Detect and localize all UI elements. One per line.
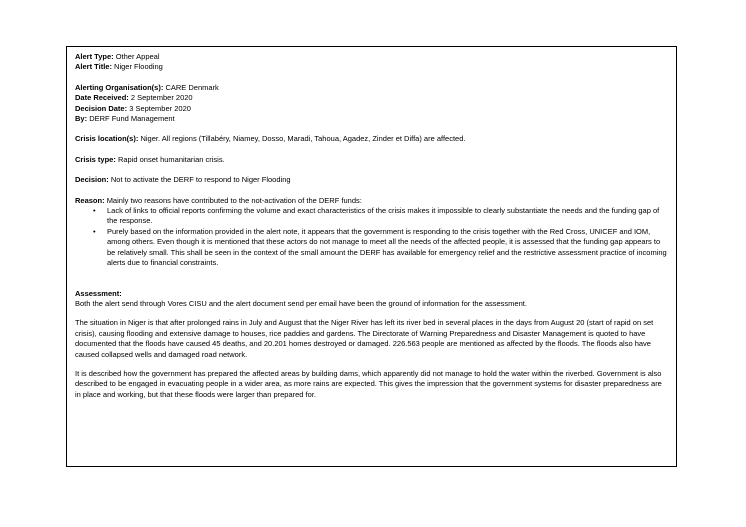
decision-date-line xyxy=(75,104,668,114)
crisis-type-line xyxy=(75,155,668,165)
alert-type-label: Alert Type: xyxy=(75,52,114,61)
alert-type-value: Other Appeal xyxy=(115,52,160,61)
decision-date-value: 3 September 2020 xyxy=(129,103,191,113)
assessment-paragraph: Both the alert send through Vores CISU and the alert document send per email have been the ground of information for the assessment. xyxy=(75,298,527,308)
crisis-location-label: Crisis location(s): xyxy=(75,134,139,144)
reason-label: Reason: xyxy=(75,195,105,205)
received-label: Date Received: xyxy=(75,93,129,103)
assessment-label: Assessment: xyxy=(75,288,122,298)
decision-line xyxy=(75,175,668,185)
alert-title-label: Alert Title: xyxy=(75,62,112,72)
by-value: DERF Fund Management xyxy=(89,114,175,124)
crisis-type-value: Rapid onset humanitarian crisis. xyxy=(117,154,225,164)
assessment-paragraph: It is described how the government has prepared the affected areas by building dams, which apparently did not manage to hold the water within the riverbed. Government is also described to be engaged in evacuating people in a wider area, as more rains are expected. This gives the impression that the government systems for disaster preparedness are in place and working, but that these floods were larger than prepared for. xyxy=(75,368,662,399)
decision-value: Not to activate the DERF to respond to Niger Flooding xyxy=(110,175,291,185)
alert-title-line xyxy=(75,62,668,72)
assessment-heading xyxy=(75,289,668,299)
crisis-location-value: Niger. All regions (Tillabéry, Niamey, Dosso, Maradi, Tahoua, Agadez, Zinder et Diffa) are affected. xyxy=(140,134,466,144)
decision-document xyxy=(66,46,677,467)
by-line xyxy=(75,114,668,124)
by-label: By: xyxy=(75,114,88,124)
reason-bullet-item: • Purely based on the information provided in the alert note, it appears that the government is responding to the crisis together with the Red Cross, UNICEF and IOM, among others. Even though it is mentioned that these actors do not manage to meet all the needs of the affected people, it is assessed that the funding gap appears to be relatively small. This shall be seen in the context of the small amount the DERF has available for emergency relief and the restrictive assessment practice of incoming alerts due to financial constraints. xyxy=(107,227,668,269)
crisis-location-line xyxy=(75,134,668,144)
reason-bullet-item: • Lack of links to official reports confirming the volume and exact characteristics of the crisis makes it impossible to clearly substantiate the needs and the funding gap of the response. xyxy=(107,206,668,227)
org-line xyxy=(75,83,668,93)
org-label: Alerting Organisation(s): xyxy=(75,82,164,92)
assessment-paragraph: The situation in Niger is that after prolonged rains in July and August that the Niger River has left its river bed in several places in the days from August 20 (start of rapid on set crisis), causing flooding and extensive damage to houses, rice paddies and gardens. The Directorate of Warning Preparedness and Disaster Management is quoted to have documented that the floods have caused 45 deaths, and 20.201 homes destroyed or damaged. 226.563 people are mentioned as affected by the floods. The floods also have caused collapsed wells and damaged road network. xyxy=(75,318,654,359)
crisis-type-label: Crisis type: xyxy=(75,154,116,164)
reason-value: Mainly two reasons have contributed to the not-activation of the DERF funds: xyxy=(106,195,362,205)
org-value: CARE Denmark xyxy=(165,82,219,92)
decision-date-label: Decision Date: xyxy=(75,103,128,113)
reason-line xyxy=(75,196,668,206)
received-value: 2 September 2020 xyxy=(130,93,193,103)
reason-bullet-list xyxy=(75,206,668,268)
decision-label: Decision: xyxy=(75,175,109,185)
alert-title-value: Niger Flooding xyxy=(114,62,163,72)
alert-type-line xyxy=(75,52,668,62)
received-line xyxy=(75,93,668,103)
